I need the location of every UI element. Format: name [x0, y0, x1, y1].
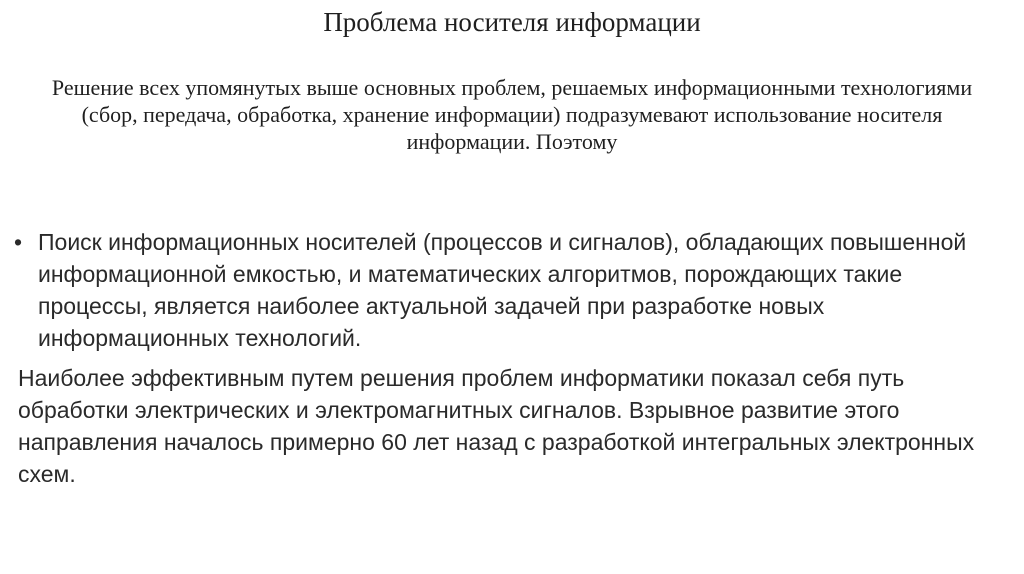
- bullet-item: [14, 226, 1010, 354]
- bullet-icon: •: [14, 229, 23, 255]
- intro-paragraph: Решение всех упомянутых выше основных проблем, решаемых информационными технологиями (сбор, передача, обработка, хранение информации) подразумевают использование носителя информации. Поэтому: [51, 75, 973, 154]
- body-paragraph: Наиболее эффективным путем решения проблем информатики показал себя путь обработки электрических и электромагнитных сигналов. Взрывное развитие этого направления началось примерно 60 лет назад с разработкой интегральных электронных схем.: [18, 365, 975, 487]
- slide-body: [14, 226, 1010, 490]
- slide-title: Проблема носителя информации: [323, 7, 701, 37]
- bullet-text: Поиск информационных носителей (процессов и сигналов), обладающих повышенной информационной емкостью, и математических алгоритмов, порождающих такие процессы, является наиболее актуальной задачей при разработке новых информационных технологий.: [38, 229, 967, 351]
